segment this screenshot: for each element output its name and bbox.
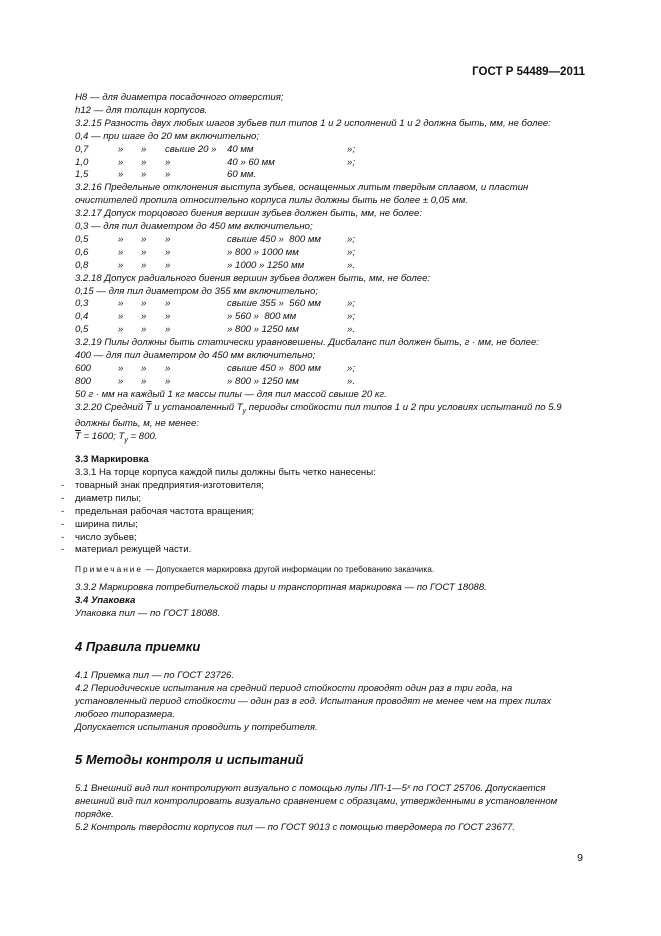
value-cell: »: [118, 233, 124, 245]
value-cell: 0,3: [75, 298, 89, 310]
list-item: - материал режущей части.: [61, 544, 583, 557]
value-cell: »: [141, 246, 147, 258]
value-cell: »: [165, 362, 171, 374]
value-cell: »: [118, 156, 124, 168]
axial-runout-table: [61, 234, 583, 273]
value-cell: »;: [347, 311, 356, 323]
list-item: - ширина пилы;: [61, 519, 583, 532]
value-row: [61, 311, 583, 324]
value-line: 0,15 — для пил диаметром до 355 мм включительно;: [75, 285, 318, 297]
value-cell: »;: [347, 143, 356, 155]
clause-4-3: Допускается испытания проводить у потребителя.: [75, 721, 318, 733]
clause-3-2-18: 3.2.18 Допуск радиального биения вершин зубьев должен быть, мм, не более:: [75, 272, 431, 284]
value-cell: »: [165, 169, 171, 181]
value-row: [61, 247, 583, 260]
value-cell: »: [118, 375, 124, 387]
page-number: 9: [577, 852, 583, 864]
value-cell: »: [141, 259, 147, 271]
imbalance-table: [61, 363, 583, 389]
value-cell: »;: [347, 246, 356, 258]
value-row: [61, 363, 583, 376]
value-row: [61, 234, 583, 247]
page-body: [61, 92, 583, 835]
value-cell: 40 » 60 мм: [227, 156, 275, 168]
clause-4-1: 4.1 Приемка пил — по ГОСТ 23726.: [75, 669, 235, 681]
value-cell: свыше 355 » 560 мм: [227, 298, 321, 310]
clause-3-3-2: 3.3.2 Маркировка потребительской тары и транспортная маркировка — по ГОСТ 18088.: [75, 582, 487, 594]
value-cell: »: [118, 298, 124, 310]
value-cell: ».: [347, 375, 356, 387]
clause-3-3-1: 3.3.1 На торце корпуса каждой пилы должны быть четко нанесены:: [75, 467, 376, 479]
list-item: - число зубьев;: [61, 532, 583, 545]
value-row: [61, 376, 583, 389]
value-cell: »;: [347, 156, 356, 168]
life-values: [61, 431, 583, 448]
value-row: [61, 298, 583, 311]
life-text: = 800.: [127, 431, 158, 443]
value-cell: »: [118, 324, 124, 336]
value-cell: 0,5: [75, 324, 89, 336]
value-cell: »: [141, 233, 147, 245]
note-text: — Допускается маркировка другой информации по требованию заказчика.: [143, 564, 435, 575]
value-cell: »: [165, 246, 171, 258]
value-cell: 0,6: [75, 246, 89, 258]
value-cell: » 800 » 1250 мм: [227, 324, 299, 336]
value-cell: 0,5: [75, 233, 89, 245]
section-3-4-heading: 3.4 Упаковка: [75, 595, 136, 607]
value-cell: свыше 450 » 800 мм: [227, 233, 321, 245]
value-cell: »: [118, 362, 124, 374]
value-cell: »: [141, 375, 147, 387]
subscript: у: [124, 437, 128, 445]
value-cell: »: [141, 324, 147, 336]
value-cell: »: [141, 156, 147, 168]
section-3-3-heading: 3.3 Маркировка: [75, 454, 149, 466]
clause-3-2-20: [61, 402, 583, 432]
value-row: [61, 144, 583, 157]
section-5-heading: 5 Методы контроля и испытаний: [75, 752, 304, 768]
value-cell: ».: [347, 324, 356, 336]
value-line: 400 — для пил диаметром до 450 мм включительно;: [75, 349, 316, 361]
value-cell: »: [165, 233, 171, 245]
value-cell: 600: [75, 362, 92, 374]
marking-list: [61, 480, 583, 557]
clause-3-2-16: 3.2.16 Предельные отклонения выступа зубьев, оснащенных литым твердым сплавом, и пластин очистителей пропила относительно корпуса пилы должны быть не более ± 0,05 мм.: [75, 182, 529, 207]
clause-3-2-17: 3.2.17 Допуск торцового биения вершин зубьев должен быть, мм, не более:: [75, 208, 422, 220]
value-cell: 60 мм.: [227, 169, 257, 181]
mean-life-symbol: $\overline{T}$: [145, 401, 152, 413]
clause-3-2-19: 3.2.19 Пилы должны быть статически уравновешены. Дисбаланс пил должен быть, г · мм, не более:: [75, 337, 539, 349]
value-cell: 1,0: [75, 156, 89, 168]
value-cell: »;: [347, 233, 356, 245]
tolerance-line: h12 — для толщин корпусов.: [75, 104, 208, 116]
list-item: - товарный знак предприятия-изготовителя;: [61, 480, 583, 493]
value-cell: ».: [347, 259, 356, 271]
value-cell: » 560 » 800 мм: [227, 311, 297, 323]
value-cell: »: [118, 259, 124, 271]
value-cell: »: [165, 311, 171, 323]
clause-text: и установленный T: [151, 401, 243, 413]
life-text: = 1600; T: [80, 431, 125, 443]
value-line: 50 г · мм на каждый 1 кг массы пилы — для пил массой свыше 20 кг.: [75, 388, 387, 400]
radial-runout-table: [61, 298, 583, 337]
value-cell: »;: [347, 298, 356, 310]
section-4-heading: 4 Правила приемки: [75, 638, 201, 654]
clause-5-1: 5.1 Внешний вид пил контролируют визуально с помощью лупы ЛП-1—5ˣ по ГОСТ 25706. Допускается внешний вид пил контролировать визуально сравнением с образцами, утвержденными в установленном порядке.: [75, 783, 558, 821]
value-cell: 40 мм: [227, 143, 254, 155]
value-cell: »: [165, 324, 171, 336]
value-cell: »: [118, 169, 124, 181]
subscript: у: [242, 407, 247, 415]
value-line: 0,3 — для пил диаметром до 450 мм включительно;: [75, 221, 313, 233]
mean-life-symbol: $\overline{T}$: [75, 431, 81, 443]
clause-text: 3.2.20 Средний: [75, 401, 146, 413]
list-item: - диаметр пилы;: [61, 493, 583, 506]
value-cell: » 1000 » 1250 мм: [227, 259, 305, 271]
value-cell: 0,4: [75, 311, 89, 323]
document-code-header: ГОСТ Р 54489—2011: [472, 66, 585, 78]
clause-4-2: 4.2 Периодические испытания на средний период стойкости проводят один раз в три года, на установленный период стойкости — один раз в год. Испытания проводят не менее чем на трех пилах любого типоразмера.: [75, 682, 552, 720]
value-cell: » 800 » 1000 мм: [227, 246, 299, 258]
tolerance-line: H8 — для диаметра посадочного отверстия;: [75, 92, 284, 103]
clause-5-2: 5.2 Контроль твердости корпусов пил — по ГОСТ 9013 с помощью твердомера по ГОСТ 23677.: [75, 822, 515, 834]
value-cell: » 800 » 1250 мм: [227, 375, 299, 387]
value-row: [61, 157, 583, 170]
value-cell: »: [165, 375, 171, 387]
value-cell: »: [165, 298, 171, 310]
clause-text: периоды стойкости пил типов 1 и 2 при условиях испытаний по 5.9 должны быть, м, не менее:: [75, 401, 562, 430]
value-cell: 1,5: [75, 169, 89, 181]
value-line: 0,4 — при шаге до 20 мм включительно;: [75, 130, 260, 142]
list-item: - предельная рабочая частота вращения;: [61, 506, 583, 519]
value-cell: »: [141, 362, 147, 374]
value-row: [61, 324, 583, 337]
value-cell: »: [141, 169, 147, 181]
value-cell: 0,8: [75, 259, 89, 271]
clause-3-4: Упаковка пил — по ГОСТ 18088.: [75, 608, 221, 620]
value-cell: »: [118, 143, 124, 155]
note: [61, 563, 583, 576]
value-cell: »: [141, 143, 147, 155]
value-row: [61, 169, 583, 182]
value-cell: 0,7: [75, 143, 89, 155]
value-cell: »: [141, 298, 147, 310]
value-cell: »: [118, 246, 124, 258]
value-cell: свыше 450 » 800 мм: [227, 362, 321, 374]
value-cell: »: [165, 156, 171, 168]
value-cell: 800: [75, 375, 92, 387]
value-cell: свыше 20 »: [165, 143, 217, 155]
value-cell: »;: [347, 362, 356, 374]
pitch-difference-table: [61, 144, 583, 183]
value-row: [61, 260, 583, 273]
note-label: Примечание: [75, 564, 144, 575]
value-cell: »: [118, 311, 124, 323]
value-cell: »: [165, 259, 171, 271]
value-cell: »: [141, 311, 147, 323]
clause-3-2-15: 3.2.15 Разность двух любых шагов зубьев пил типов 1 и 2 исполнений 1 и 2 должна быть, мм, не более:: [75, 117, 551, 129]
